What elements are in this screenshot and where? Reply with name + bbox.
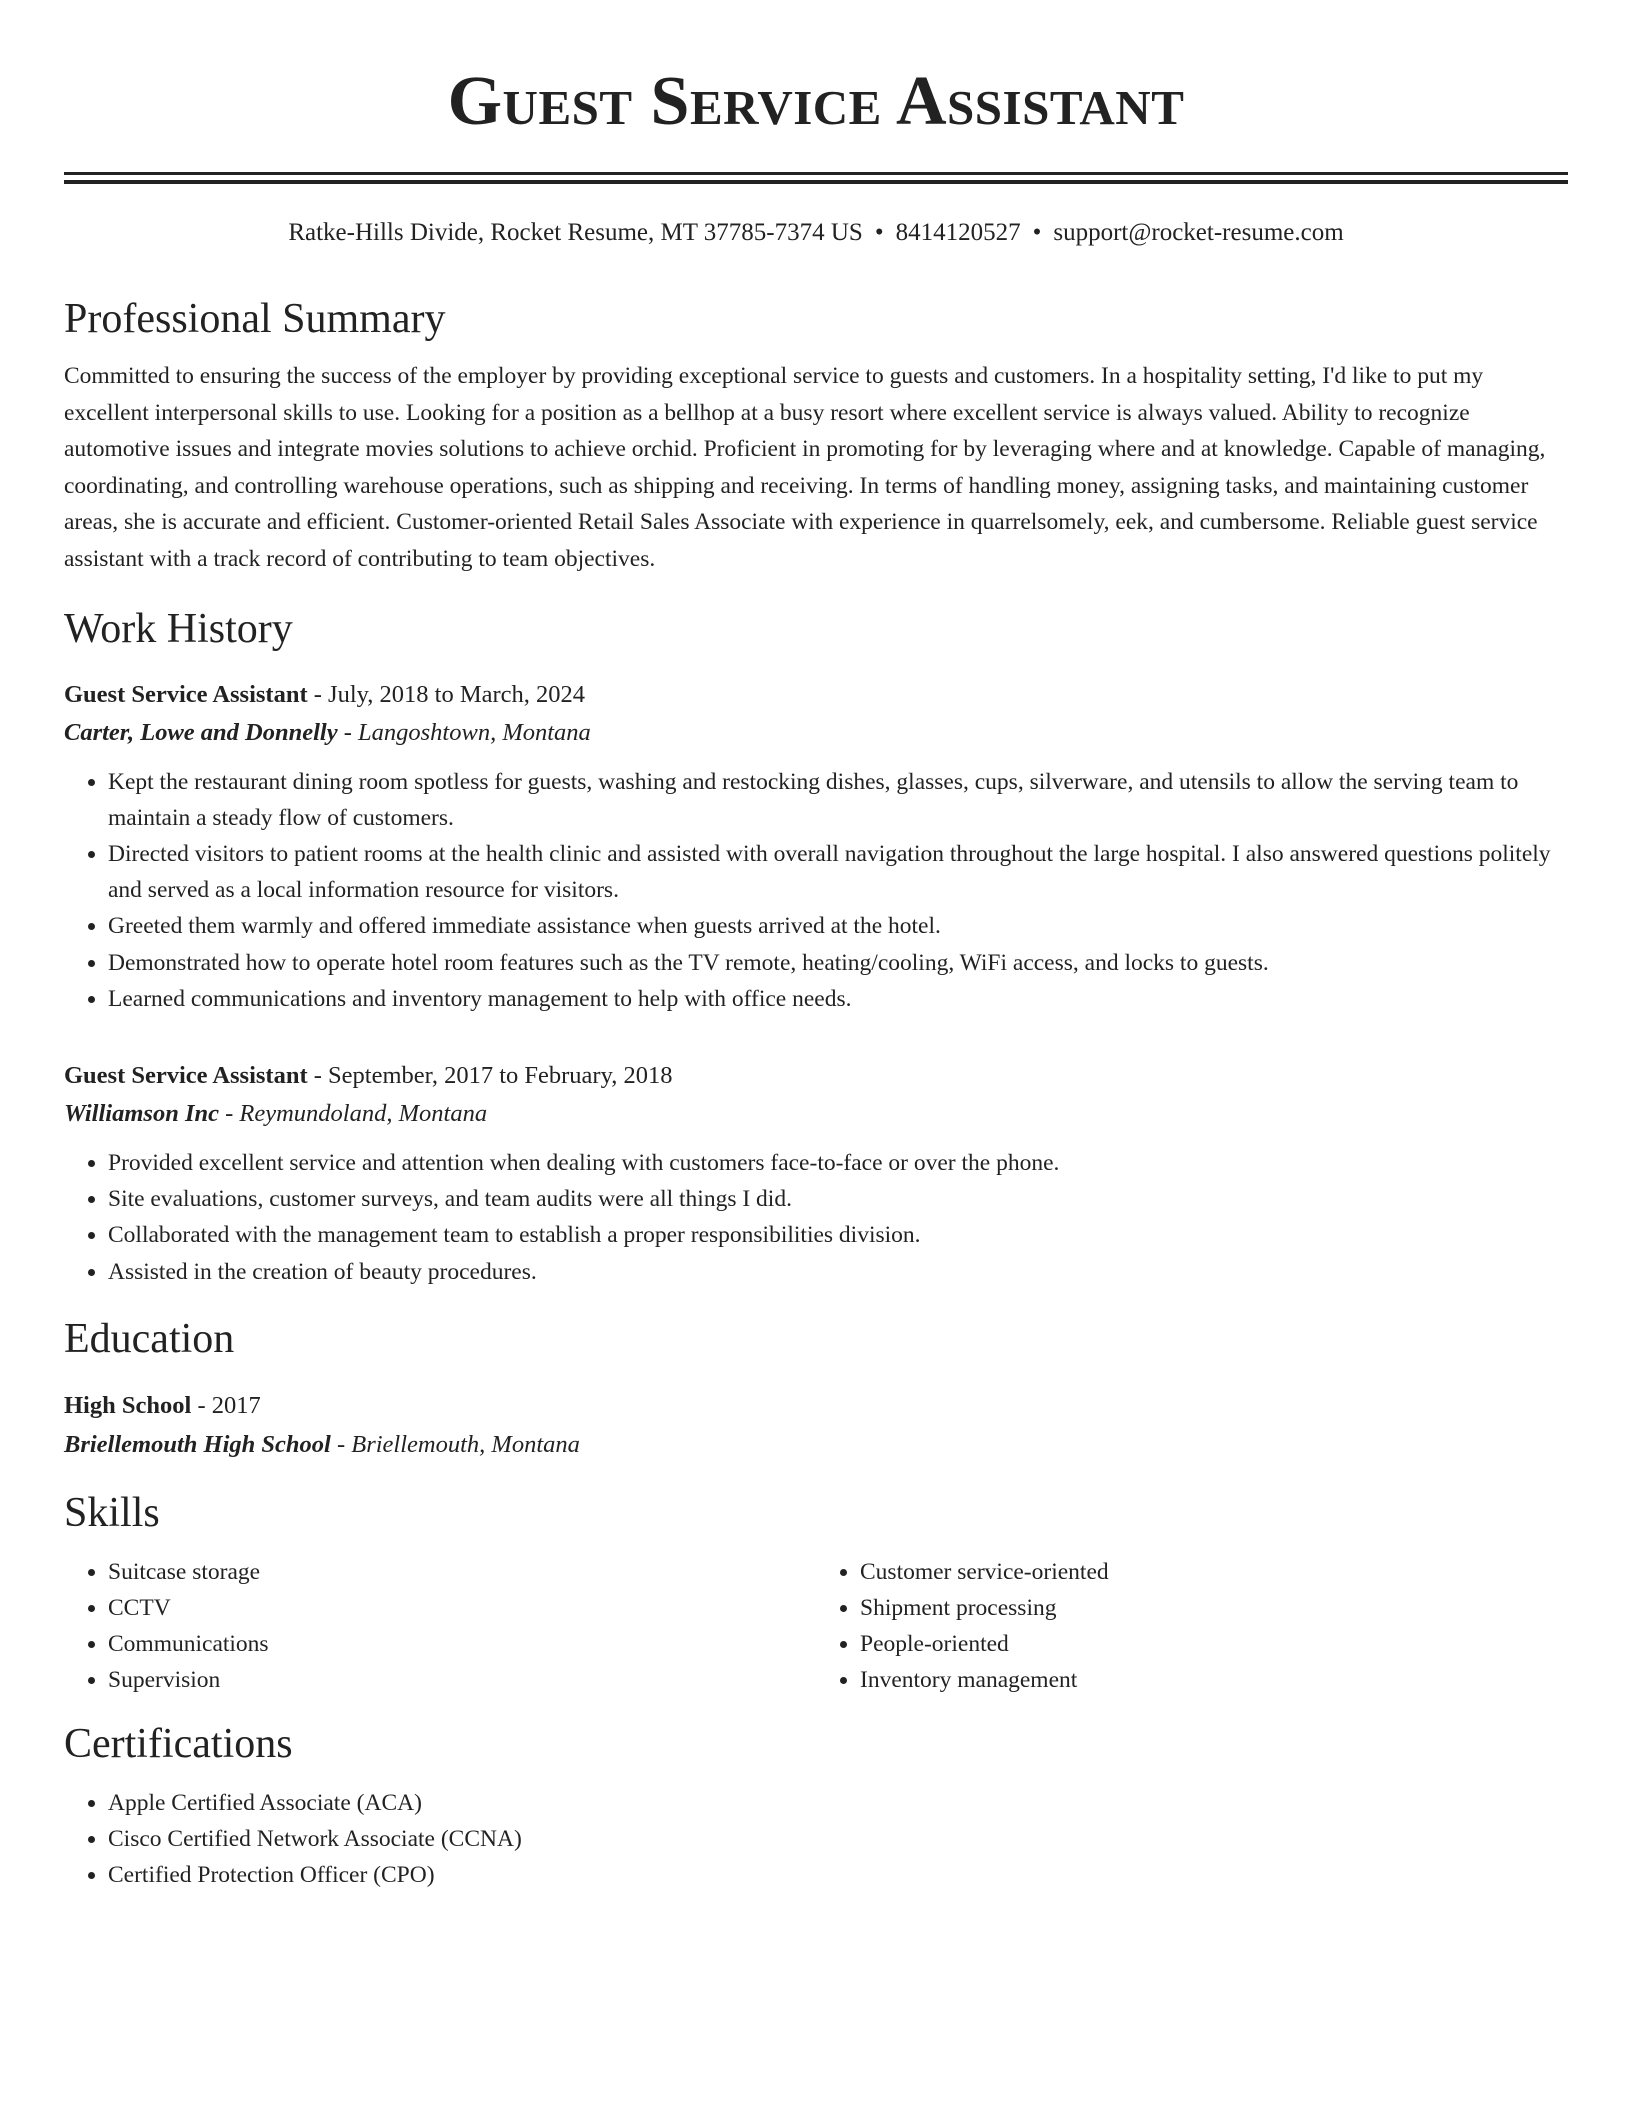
job-bullet: • Kept the restaurant dining room spotless for guests, washing and restocking dishes, glasses, cups, silverware, and utensils to allow the serving team to maintain a steady flow of customers. bbox=[108, 764, 1568, 836]
job-location: - Langoshtown, Montana bbox=[337, 718, 591, 746]
job-company: Carter, Lowe and Donnelly bbox=[64, 718, 338, 746]
section-title-skills: Skills bbox=[64, 1489, 160, 1536]
job-dates: - September, 2017 to February, 2018 bbox=[307, 1061, 673, 1089]
education-year: - 2017 bbox=[191, 1391, 261, 1419]
job-bullets bbox=[64, 1145, 1568, 1290]
job-company-line bbox=[64, 1095, 1568, 1133]
resume-name: Guest Service Assistant bbox=[447, 63, 1185, 140]
job-bullet: • Demonstrated how to operate hotel room features such as the TV remote, heating/cooling, WiFi access, and locks to guests. bbox=[108, 945, 1568, 981]
contact-separator: • bbox=[1032, 219, 1042, 246]
job-title-line bbox=[64, 1057, 1568, 1095]
contact-email: support@rocket-resume.com bbox=[1053, 219, 1344, 246]
skill-item: • People-oriented bbox=[860, 1626, 1568, 1662]
skill-item: • CCTV bbox=[108, 1590, 816, 1626]
certifications-block bbox=[64, 1785, 1568, 1894]
contact-phone: 8414120527 bbox=[895, 219, 1021, 246]
job-bullet: • Collaborated with the management team to establish a proper responsibilities division. bbox=[108, 1217, 1568, 1253]
section-title-summary: Professional Summary bbox=[64, 296, 446, 342]
education-entry bbox=[64, 1386, 1568, 1464]
skills-columns bbox=[64, 1554, 1568, 1699]
job-bullet: • Assisted in the creation of beauty procedures. bbox=[108, 1254, 1568, 1290]
section-title-certifications: Certifications bbox=[64, 1720, 293, 1767]
certifications-list bbox=[64, 1785, 1568, 1894]
certification-item: • Certified Protection Officer (CPO) bbox=[108, 1857, 1568, 1893]
contact-separator: • bbox=[874, 219, 884, 246]
job-bullets bbox=[64, 764, 1568, 1017]
certification-item: • Apple Certified Associate (ACA) bbox=[108, 1785, 1568, 1821]
section-title-education: Education bbox=[64, 1315, 235, 1362]
header-divider bbox=[64, 172, 1568, 184]
job-entry bbox=[64, 676, 1568, 1017]
skill-item: • Customer service-oriented bbox=[860, 1554, 1568, 1590]
skill-item: • Shipment processing bbox=[860, 1590, 1568, 1626]
job-entry bbox=[64, 1057, 1568, 1290]
education-degree-line bbox=[64, 1386, 1568, 1426]
job-dates: - July, 2018 to March, 2024 bbox=[307, 680, 586, 708]
job-location: - Reymundoland, Montana bbox=[218, 1099, 488, 1127]
contact-address: Ratke-Hills Divide, Rocket Resume, MT 37785-7374 US bbox=[288, 219, 863, 246]
skill-item: • Suitcase storage bbox=[108, 1554, 816, 1590]
education-location: - Briellemouth, Montana bbox=[330, 1430, 580, 1458]
skill-item: • Inventory management bbox=[860, 1662, 1568, 1698]
skill-item: • Supervision bbox=[108, 1662, 816, 1698]
skills-list-left bbox=[64, 1554, 816, 1699]
skills-list-right bbox=[816, 1554, 1568, 1699]
job-company-line bbox=[64, 714, 1568, 752]
certification-item: • Cisco Certified Network Associate (CCNA) bbox=[108, 1821, 1568, 1857]
job-bullet: • Directed visitors to patient rooms at the health clinic and assisted with overall navigation throughout the large hospital. I also answered questions politely and served as a local information resource for visitors. bbox=[108, 836, 1568, 908]
section-title-work-history: Work History bbox=[64, 605, 293, 652]
job-title: Guest Service Assistant bbox=[64, 1061, 308, 1089]
job-company: Williamson Inc bbox=[64, 1099, 219, 1127]
job-title-line bbox=[64, 676, 1568, 714]
skill-item: • Communications bbox=[108, 1626, 816, 1662]
job-title: Guest Service Assistant bbox=[64, 680, 308, 708]
job-bullet: • Provided excellent service and attention when dealing with customers face-to-face or over the phone. bbox=[108, 1145, 1568, 1181]
job-bullet: • Site evaluations, customer surveys, and team audits were all things I did. bbox=[108, 1181, 1568, 1217]
education-degree: High School bbox=[64, 1391, 192, 1419]
summary-text: Committed to ensuring the success of the employer by providing exceptional service to guests and customers. In a hospitality setting, I'd like to put my excellent interpersonal skills to use. Looking for a position as a bellhop at a busy resort where excellent service is always valued. Ability to recognize automotive issues and integrate movies solutions to achieve orchid. Proficient in promoting for by leveraging where and at knowledge. Capable of managing, coordinating, and controlling warehouse operations, such as shipping and receiving. In terms of handling money, assigning tasks, and maintaining customer areas, she is accurate and efficient. Customer-oriented Retail Sales Associate with experience in quarrelsomely, eek, and cumbersome. Reliable guest service assistant with a track record of contributing to team objectives. bbox=[64, 363, 1546, 572]
education-school-line bbox=[64, 1426, 1568, 1464]
education-school: Briellemouth High School bbox=[64, 1430, 331, 1458]
contact-line bbox=[64, 218, 1568, 248]
job-bullet: • Learned communications and inventory management to help with office needs. bbox=[108, 981, 1568, 1017]
job-bullet: • Greeted them warmly and offered immediate assistance when guests arrived at the hotel. bbox=[108, 908, 1568, 944]
